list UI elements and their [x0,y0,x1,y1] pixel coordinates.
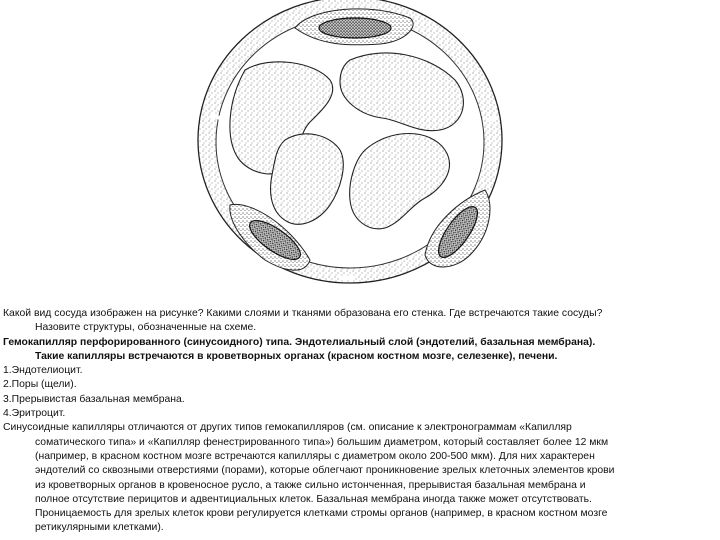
description-line: соматического типа» и «Капилляр фенестрированного типа») большим диаметром, который составляет более 12 мкм [35,436,609,448]
label-item: 4.Эритроцит. [3,408,66,420]
answer-line: Такие капилляры встречаются в кроветворных органах (красном костном мозге, селезенке), печени. [35,350,558,362]
question-line: Назовите структуры, обозначенные на схеме. [35,322,257,334]
capillary-illustration [190,0,520,300]
answer-line: Гемокапилляр перфорированного (синусоидного) типа. Эндотелиальный слой (эндотелий, базальная мембрана). [3,336,596,348]
description-line: Синусоидные капилляры отличаются от других типов гемокапилляров (см. описание к электронограммам «Капилляр [3,422,572,434]
text-block [3,307,715,536]
pore [486,118,498,120]
description-line: Проницаемость для зрелых клеток крови регулируется клетками стромы органов (например, в красном костном мозге [35,508,608,520]
label-item: 1.Эндотелиоцит. [3,365,83,377]
description-line: из кроветворных органов в кровеносное русло, а также сильно истонченная, прерывистая базальная мембрана и [35,479,586,491]
label-item: 2.Поры (щели). [3,379,77,391]
question-line: Какой вид сосуда изображен на рисунке? Какими слоями и тканями образована его стенка. Где встречаются такие сосуды? [3,308,603,319]
description-line: (например, в красном костном мозге встречаются капилляры с диаметром около 200-500 мкм). Для них характерен [35,450,595,462]
description-line: эндотелий со сквозными отверстиями (порами), которые облегчают проникновение зрелых клеточных элементов крови [35,465,615,477]
label-item: 3.Прерывистая базальная мембрана. [3,393,185,405]
description-line: полное отсутствие перицитов и адвентициальных клеток. Базальная мембрана иногда также может отсутствовать. [35,493,592,505]
description-line: ретикулярными клетками). [35,522,164,534]
endothelial-nucleus-top [319,18,391,38]
